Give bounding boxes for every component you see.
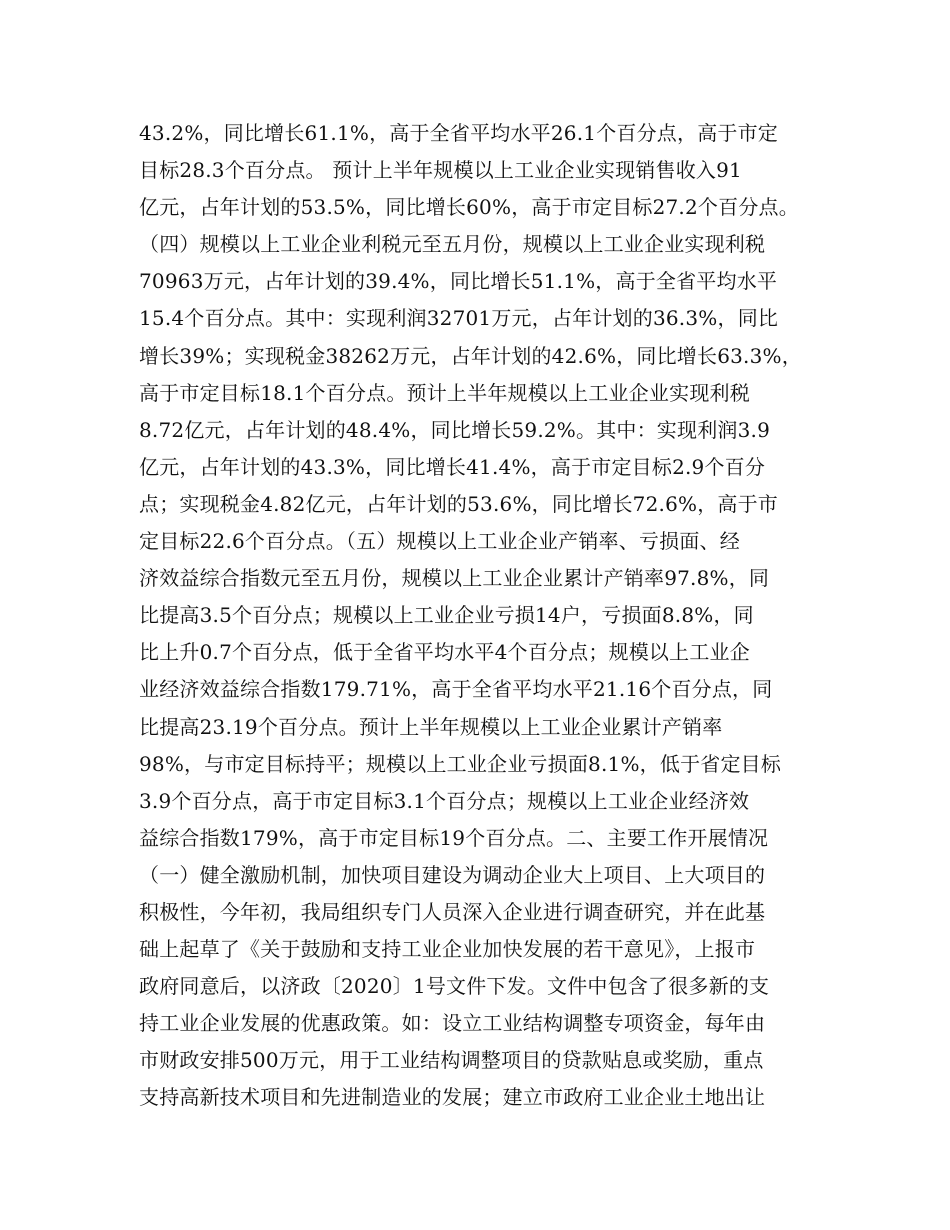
- text-line: 点；实现税金4.82亿元，占年计划的53.6%，同比增长72.6%，高于市: [139, 491, 779, 516]
- text-line: 市财政安排500万元，用于工业结构调整项目的贷款贴息或奖励，重点: [139, 1048, 764, 1073]
- text-line: 业经济效益综合指数179.71%，高于全省平均水平21.16个百分点，同: [139, 677, 773, 702]
- text-line: 目标28.3个百分点。 预计上半年规模以上工业企业实现销售收入91: [139, 158, 742, 183]
- text-line: （一）健全激励机制，加快项目建设为调动企业大上项目、上大项目的: [139, 862, 766, 887]
- text-line: 70963万元，占年计划的39.4%，同比增长51.1%，高于全省平均水平: [139, 269, 778, 294]
- text-line: 积极性，今年初，我局组织专门人员深入企业进行调查研究，并在此基: [139, 899, 766, 924]
- text-line: 15.4个百分点。其中：实现利润32701万元，占年计划的36.3%，同比: [139, 306, 779, 331]
- text-line: 亿元，占年计划的53.5%，同比增长60%，高于市定目标27.2个百分点。: [139, 195, 799, 220]
- text-line: 43.2%，同比增长61.1%，高于全省平均水平26.1个百分点，高于市定: [139, 121, 779, 145]
- body-text: [139, 115, 819, 1117]
- text-line: 增长39%；实现税金38262万元，占年计划的42.6%，同比增长63.3%，: [139, 343, 802, 368]
- text-line: 定目标22.6个百分点。（五）规模以上工业企业产销率、亏损面、经: [139, 529, 740, 554]
- text-line: 政府同意后，以济政〔2020〕1号文件下发。文件中包含了很多新的支: [139, 974, 770, 999]
- text-line: 础上起草了《关于鼓励和支持工业企业加快发展的若干意见》，上报市: [139, 937, 756, 962]
- text-line: 益综合指数179%，高于市定目标19个百分点。二、主要工作开展情况: [139, 825, 769, 850]
- text-line: 济效益综合指数元至五月份，规模以上工业企业累计产销率97.8%，同: [139, 566, 770, 591]
- text-line: 比提高23.19个百分点。预计上半年规模以上工业企业累计产销率: [139, 714, 723, 739]
- text-line: 8.72亿元，占年计划的48.4%，同比增长59.2%。其中：实现利润3.9: [139, 417, 771, 442]
- text-line: 比提高3.5个百分点；规模以上工业企业亏损14户，亏损面8.8%，同: [139, 603, 754, 628]
- text-line: 高于市定目标18.1个百分点。预计上半年规模以上工业企业实现利税: [139, 380, 750, 405]
- text-line: 98%，与市定目标持平；规模以上工业企业亏损面8.1%，低于省定目标: [139, 751, 782, 776]
- text-line: 支持高新技术项目和先进制造业的发展；建立市政府工业企业土地出让: [139, 1085, 766, 1110]
- text-line: 亿元，占年计划的43.3%，同比增长41.4%，高于市定目标2.9个百分: [139, 454, 766, 479]
- text-line: 持工业企业发展的优惠政策。如：设立工业结构调整专项资金，每年由: [139, 1011, 766, 1036]
- text-line: 3.9个百分点，高于市定目标3.1个百分点；规模以上工业企业经济效: [139, 788, 750, 813]
- text-line: 比上升0.7个百分点，低于全省平均水平4个百分点；规模以上工业企: [139, 640, 750, 665]
- text-line: （四）规模以上工业企业利税元至五月份，规模以上工业企业实现利税: [139, 232, 766, 257]
